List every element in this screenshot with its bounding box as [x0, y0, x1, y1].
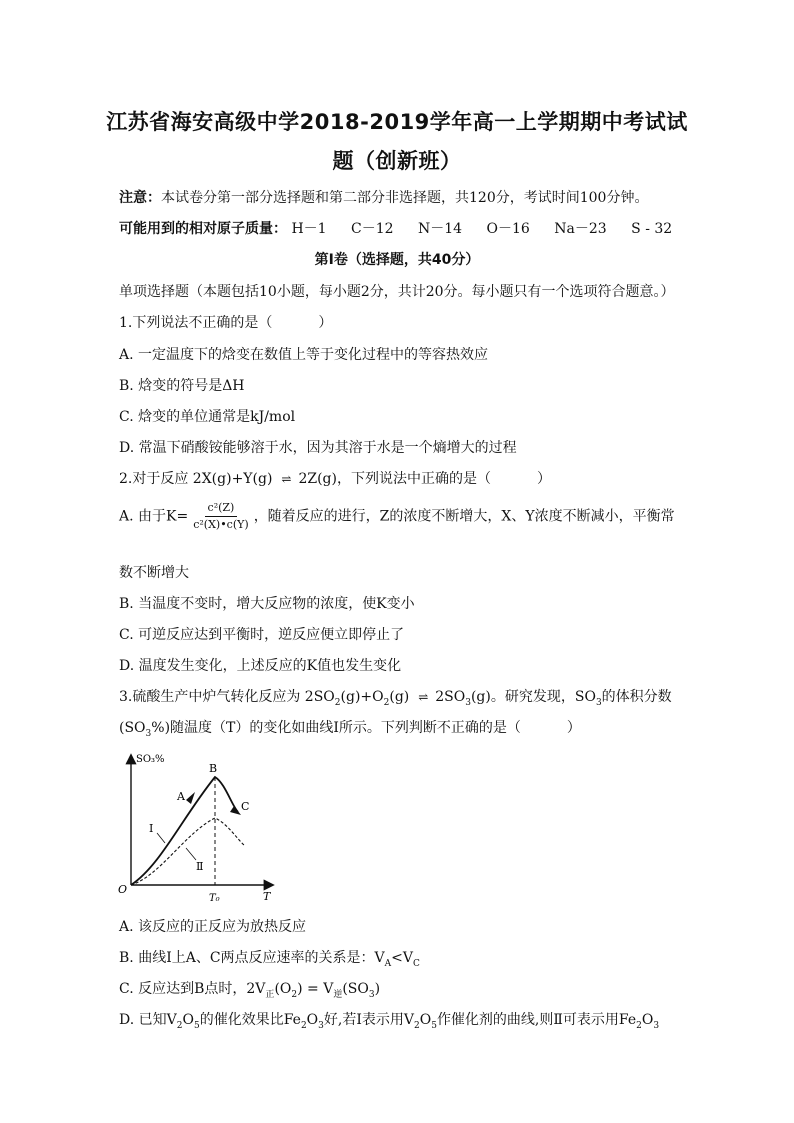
x-tick-t0: T₀ — [209, 893, 220, 904]
q3-option-d-t3: O — [306, 1012, 319, 1028]
q3-stem-text-2: (g)+O — [340, 689, 384, 705]
q1-stem-text: 1.下列说法不正确的是（ — [119, 315, 273, 331]
q3-stem-text-4: 2SO — [435, 689, 466, 705]
curve-label-1: Ⅰ — [149, 822, 154, 835]
q3-option-d-text: D. 已知V — [119, 1012, 177, 1028]
subscript: 5 — [431, 1020, 437, 1031]
q3-stem-text-1: 3.硫酸生产中炉气转化反应为 2SO — [119, 689, 335, 705]
q3-stem-line-2 — [119, 717, 581, 739]
subscript: 2 — [636, 1020, 642, 1031]
equilibrium-arrow-icon: ⇌ — [418, 690, 427, 704]
curve-label-2: Ⅱ — [196, 860, 204, 873]
subscript: 3 — [595, 697, 602, 708]
origin-label: O — [118, 883, 128, 896]
q3-stem-line-1 — [119, 686, 672, 708]
curve-2-leader — [186, 848, 196, 860]
q1-stem-end: ） — [318, 315, 333, 331]
atomic-mass-o: O－16 — [486, 221, 530, 237]
q2-option-c: C. 可逆反应达到平衡时，逆反应便立即停止了 — [119, 627, 405, 643]
notice — [119, 187, 648, 207]
q2-stem-question: 2Z(g)，下列说法中正确的是（ — [298, 471, 491, 487]
q3-stem-text-3: (g) — [389, 689, 410, 705]
point-label-c: C — [241, 800, 250, 813]
curve-1-leader — [157, 833, 165, 843]
q3-option-c-end: ) — [374, 981, 381, 997]
q3-option-d — [119, 1009, 659, 1031]
q3-stem-end: ） — [566, 720, 581, 736]
atomic-mass-h: H－1 — [291, 221, 327, 237]
q1-option-c: C. 焓变的单位通常是kJ/mol — [119, 409, 296, 425]
y-axis-label: SO₃% — [136, 754, 165, 765]
subscript: 逆 — [333, 989, 343, 1000]
q3-option-c — [119, 978, 380, 1000]
notice-label: 注意： — [119, 190, 161, 206]
q3-stem-text-7: (SO — [119, 720, 146, 736]
fraction-numerator: c²(Z) — [205, 500, 238, 517]
point-label-a: A — [177, 790, 185, 803]
subscript: 3 — [368, 989, 375, 1000]
subscript: 5 — [193, 1020, 200, 1031]
q3-stem-text-5: (g)。研究发现，SO — [470, 689, 596, 705]
subscript: 3 — [145, 728, 152, 739]
q3-option-c-post: (SO — [342, 981, 369, 997]
q2-option-a-text: ，随着反应的进行，Z的浓度不断增大，X、Y浓度不断减小，平衡常 — [253, 508, 675, 525]
q1-option-a: A. 一定温度下的焓变在数值上等于变化过程中的等容热效应 — [119, 347, 489, 363]
atomic-mass-c: C－12 — [351, 221, 394, 237]
q3-option-a: A. 该反应的正反应为放热反应 — [119, 919, 307, 935]
q3-option-d-t1: O — [182, 1012, 194, 1028]
curve-1-arrow-a — [186, 792, 195, 804]
q2-option-a-continued: 数不断增大 — [119, 565, 189, 581]
subscript: C — [413, 958, 420, 969]
section-title: 第Ⅰ卷（选择题，共40分） — [314, 252, 480, 268]
q2-stem-end: ） — [536, 471, 551, 487]
equilibrium-constant-fraction — [190, 500, 251, 533]
q3-stem-text-8: %)随温度（T）的变化如曲线Ⅰ所示。下列判断不正确的是（ — [151, 720, 521, 736]
q3-stem-text-6: 的体积分数 — [601, 689, 672, 705]
subscript: 2 — [334, 697, 341, 708]
atomic-mass-na: Na－23 — [554, 221, 607, 237]
q2-option-d: D. 温度发生变化，上述反应的K值也发生变化 — [119, 658, 402, 674]
q3-option-b-mid: <V — [391, 950, 413, 966]
q3-option-c-mid2: ) = V — [297, 981, 334, 997]
q3-option-b — [119, 947, 420, 969]
fraction-denominator: c²(X)•c(Y) — [193, 518, 249, 531]
q3-option-d-t7: O — [641, 1012, 654, 1028]
q3-option-c-mid: (O — [274, 981, 292, 997]
q1-stem — [119, 312, 332, 332]
x-axis-label: T — [263, 890, 271, 903]
subscript: 2 — [383, 697, 390, 708]
instructions: 单项选择题（本题包括10小题，每小题2分，共计20分。每小题只有一个选项符合题意。） — [119, 284, 675, 300]
page-title-line-2: 题（创新班） — [332, 149, 462, 173]
subscript: 2 — [291, 989, 298, 1000]
q2-option-b: B. 当温度不变时，增大反应物的浓度，使K变小 — [119, 596, 415, 612]
q3-option-d-t5: O — [419, 1012, 432, 1028]
subscript: 3 — [465, 697, 471, 708]
q1-option-d: D. 常温下硝酸铵能够溶于水，因为其溶于水是一个熵增大的过程 — [119, 440, 517, 456]
atomic-mass-label: 可能用到的相对原子质量： — [119, 221, 287, 237]
page-title-line-1: 江苏省海安高级中学2018-2019学年高一上学期期中考试试 — [106, 110, 688, 134]
so3-temperature-chart — [110, 748, 285, 908]
subscript: 2 — [300, 1020, 307, 1031]
subscript: 2 — [176, 1020, 183, 1031]
subscript: A — [384, 958, 392, 969]
point-label-b: B — [209, 762, 218, 775]
subscript: 3 — [318, 1020, 324, 1031]
atomic-mass-line — [119, 218, 672, 238]
atomic-mass-n: N－14 — [418, 221, 463, 237]
q3-option-d-t2: 的催化效果比Fe — [199, 1012, 301, 1028]
q2-stem — [119, 468, 551, 488]
equilibrium-arrow-icon: ⇌ — [281, 472, 290, 486]
q3-option-d-t6: 作催化剂的曲线,则Ⅱ可表示用Fe — [436, 1012, 637, 1028]
subscript: 正 — [265, 989, 275, 1000]
q3-option-b-text: B. 曲线Ⅰ上A、C两点反应速率的关系是：V — [119, 950, 385, 966]
q2-stem-text: 2.对于反应 2X(g)+Y(g) — [119, 471, 273, 487]
subscript: 3 — [653, 1020, 660, 1031]
q1-option-b: B. 焓变的符号是ΔH — [119, 378, 245, 394]
q3-option-d-t4: 好,若Ⅰ表示用V — [323, 1012, 414, 1028]
q3-option-c-text: C. 反应达到B点时，2V — [119, 981, 266, 997]
q2-option-a — [119, 500, 675, 533]
q2-option-a-prefix: A. 由于K= — [119, 508, 189, 525]
subscript: 2 — [413, 1020, 420, 1031]
atomic-mass-s: S - 32 — [631, 221, 673, 237]
notice-text: 本试卷分第一部分选择题和第二部分非选择题，共120分，考试时间100分钟。 — [161, 190, 649, 206]
